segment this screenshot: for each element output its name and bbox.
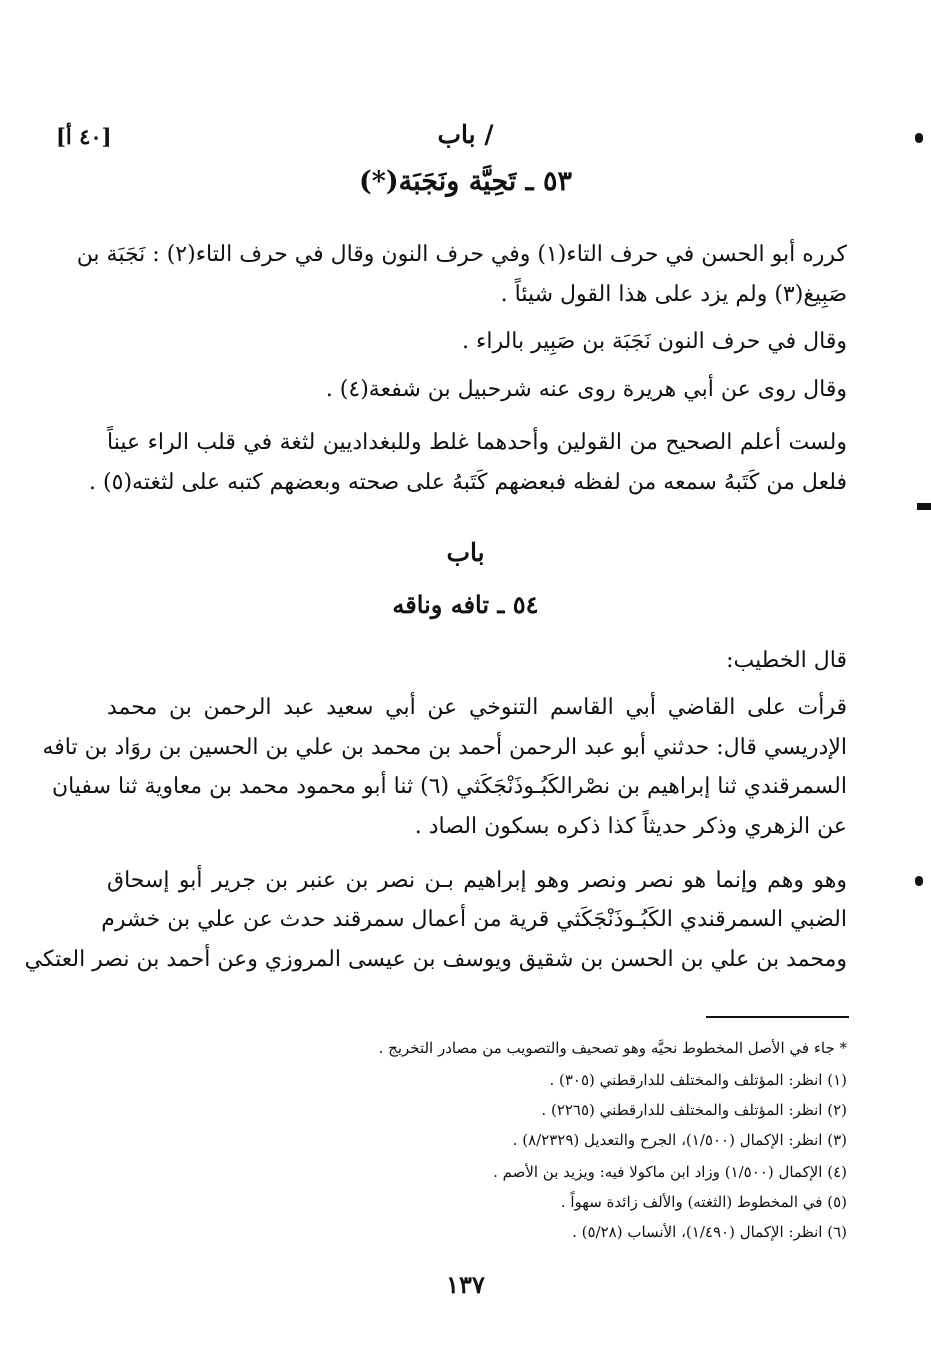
para6-line2: الضبي السمرقندي الكَبُـوذَنْجَكَثي قرية من أعمال سمرقند حدث عن علي بن خشرم [101, 907, 847, 932]
para4-line2: فلعل من كَتَبهُ سمعه من لفظه فبعضهم كَتَبهُ على صحته وبعضهم كتبه على لثغته(٥) . [89, 470, 847, 495]
para5-line4: عن الزهري وذكر حديثاً كذا ذكره بسكون الصاد . [414, 814, 847, 839]
section-53-bab: / باب [437, 120, 494, 149]
section-54-bab: باب [446, 538, 485, 567]
footnote-3: (٣) انظر: الإكمال (١/٥٠٠)، الجرح والتعديل (٨/٢٣٢٩) . [512, 1131, 847, 1149]
footnote-5: (٥) في المخطوط (الثغته) والألف زائدة سهواً . [560, 1193, 847, 1211]
para6-line1: وهو وهم وإنما هو نصر ونصر وهو إبراهيم بـن نصر بن عنبر بن جرير أبو إسحاق [107, 868, 847, 893]
para1-line2: صَبِيغ(٣) ولم يزد على هذا القول شيئاً . [500, 282, 847, 307]
edge-mark [917, 503, 931, 510]
para1-line1: كرره أبو الحسن في حرف التاء(١) وفي حرف النون وقال في حرف التاء(٢) : نَجَبَة بن [76, 242, 847, 267]
footnote-6: (٦) انظر: الإكمال (١/٤٩٠)، الأنساب (٥/٢٨) . [572, 1223, 847, 1241]
footnote-separator [706, 1016, 849, 1018]
para5-line2: الإدريسي قال: حدثني أبو عبد الرحمن أحمد بن محمد بن علي بن الحسين بن روَاد بن تافه [42, 735, 847, 760]
para4-line1: ولست أعلم الصحيح من القولين وأحدهما غلط وللبغداديين لثغة في قلب الراء عيناً [107, 430, 847, 455]
para6-line3: ومحمد بن علي بن الحسن بن شقيق ويوسف بن عيسى المروزي وعن أحمد بن نصر العتكي [24, 947, 847, 972]
manuscript-folio-note: [٤٠ أ] [56, 124, 112, 149]
khatib-label: قال الخطيب: [726, 648, 847, 673]
footnote-star: * جاء في الأصل المخطوط نحيَّه وهو تصحيف والتصويب من مصادر التخريج . [378, 1039, 847, 1057]
para5-line3: السمرقندي ثنا إبراهيم بن نصْرالكَبُـوذَنْجَكَثي (٦) ثنا أبو محمود محمد بن معاوية ثنا سفيان [51, 774, 847, 799]
footnote-2: (٢) انظر: المؤتلف والمختلف للدارقطني (٢٢٦٥) . [541, 1101, 847, 1119]
para3: وقال روى عن أبي هريرة روى عنه شرحبيل بن شفعة(٤) . [325, 377, 847, 402]
footnote-1: (١) انظر: المؤتلف والمختلف للدارقطني (٣٠٥) . [549, 1071, 847, 1089]
edge-mark [915, 876, 923, 886]
section-54-title: ٥٤ ـ تافه وناقه [392, 590, 539, 619]
section-53-title: ٥٣ ـ تَحِيَّة ونَجَبَة(*) [359, 166, 572, 197]
para2: وقال في حرف النون نَجَبَة بن صَبِير بالراء . [462, 329, 847, 354]
para5-line1: قرأت على القاضي أبي القاسم التنوخي عن أبي سعيد عبد الرحمن بن محمد [107, 695, 847, 720]
page-number: ١٣٧ [446, 1270, 485, 1299]
footnote-4: (٤) الإكمال (١/٥٠٠) وزاد ابن ماكولا فيه: ويزيد بن الأصم . [493, 1163, 847, 1181]
